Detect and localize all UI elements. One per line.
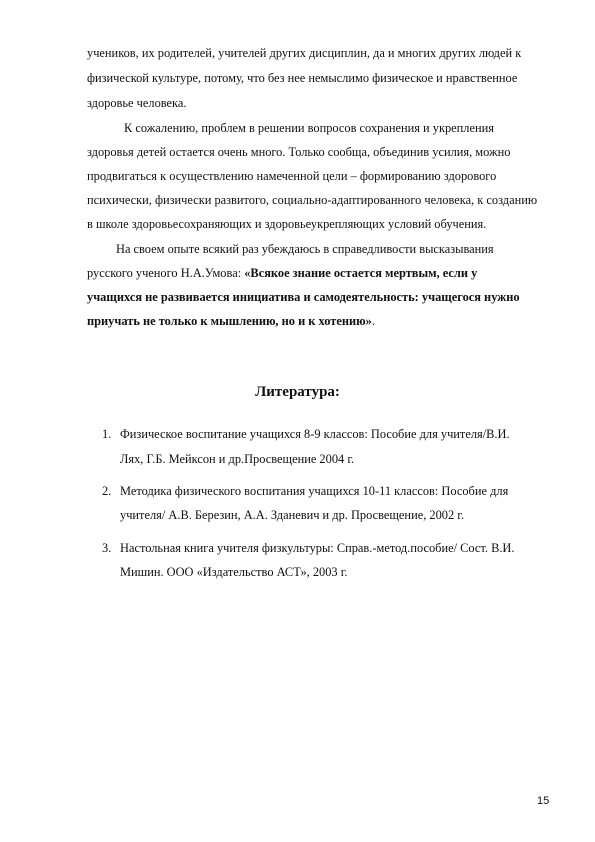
paragraph-line: К сожалению, проблем в решении вопросов сохранения и укрепления [124, 121, 494, 135]
list-item-text: Методика физического воспитания учащихся 10-11 классов: Пособие для [120, 484, 509, 498]
list-item-number: 2. [102, 484, 112, 498]
list-item-text: Лях, Г.Б. Мейксон и др.Просвещение 2004 г. [120, 452, 355, 466]
quote-text: учащихся не развивается инициатива и самодеятельность: учащегося нужно [87, 290, 520, 304]
paragraph-line: физической культуре, потому, что без нее немыслимо физическое и нравственное [87, 71, 518, 85]
list-item-number: 1. [102, 427, 112, 441]
list-item-text: Настольная книга учителя физкультуры: Справ.-метод.пособие/ Сост. В.И. [120, 541, 515, 555]
list-item-number: 3. [102, 541, 112, 555]
quote-text: приучать не только к мышлению, но и к хотению» [87, 314, 372, 328]
paragraph-line: здоровье человека. [87, 96, 187, 110]
paragraph-line [87, 313, 375, 329]
paragraph-line: психически, физически развитого, социально-адаптированного человека, к созданию [87, 193, 538, 207]
sentence-end: . [371, 314, 375, 328]
list-item-text: Физическое воспитание учащихся 8-9 классов: Пособие для учителя/В.И. [120, 427, 510, 441]
paragraph-line: учеников, их родителей, учителей других дисциплин, да и многих других людей к [87, 46, 522, 60]
quote-attribution: русского ученого Н.А.Умова: [87, 266, 245, 280]
page-number: 15 [537, 795, 550, 807]
paragraph-line: продвигаться к осуществлению намеченной цели – формированию здорового [87, 169, 497, 183]
list-item-text: Мишин. ООО «Издательство АСТ», 2003 г. [120, 565, 348, 579]
paragraph-line: в школе здоровьесохраняющих и здоровьеукрепляющих условий обучения. [87, 217, 487, 231]
paragraph-line: здоровья детей остается очень много. Только сообща, объединив усилия, можно [87, 145, 511, 159]
quote-text: «Всякое знание остается мертвым, если у [244, 266, 478, 280]
literature-heading: Литература: [255, 384, 340, 400]
paragraph-line [87, 265, 477, 281]
list-item-text: учителя/ А.В. Березин, А.А. Зданевич и др. Просвещение, 2002 г. [120, 508, 465, 522]
paragraph-line: На своем опыте всякий раз убеждаюсь в справедливости высказывания [116, 242, 494, 256]
